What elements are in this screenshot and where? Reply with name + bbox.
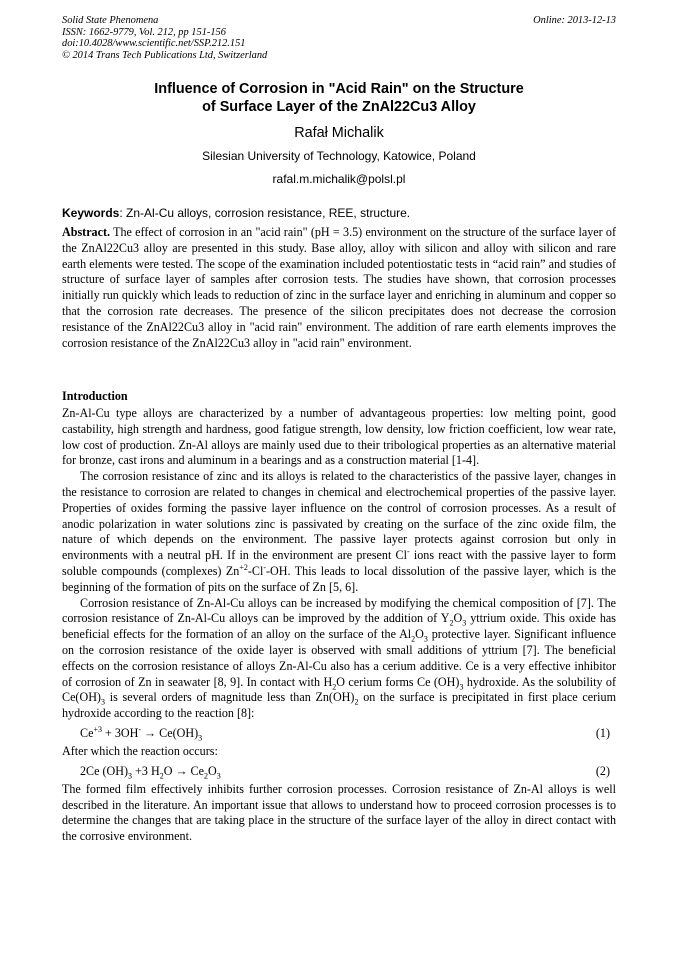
p3-text-i: on the surface is precipitated in first place cerium hydroxide according to the reaction [8]:	[62, 690, 616, 721]
keywords-label: Keywords	[62, 206, 120, 220]
p3-sub-6: 3	[459, 681, 464, 691]
equation-2	[62, 760, 616, 782]
equation-1-expression	[80, 722, 202, 744]
paper-title	[62, 80, 616, 116]
equation-1-number: (1)	[595, 725, 610, 740]
abstract-label: Abstract.	[62, 225, 111, 239]
abstract-text: The effect of corrosion in an "acid rain" (pH = 3.5) environment on the structure of the surface layer of the ZnAl22Cu3 alloy are presented in this study. Base alloy, alloy with silicon and alloy with silicon and rare earth elements were tested. The scope of the examination included potentiostatic tests in “acid rain” and studies of structure of surface layer of samples after corrosion tests. The studies have shown, that corrosion processes initially run quickly which leads to reduction of zinc in the surface layer and enriching in aluminum and copper so that the corrosion rate decreases. The presence of the silicon precipitates does not decrease the corrosion resistance of the ZnAl22Cu3 alloy in "acid rain" environment. The addition of rare earth elements improves the corrosion resistance of the ZnAl22Cu3 alloy in "acid rain" environment.	[62, 225, 616, 350]
keywords-text: : Zn-Al-Cu alloys, corrosion resistance, REE, structure.	[119, 206, 411, 220]
p3-sub-1: 2	[449, 618, 454, 628]
equation-2-expression	[80, 760, 221, 782]
p3-sub-7: 3	[100, 697, 105, 707]
intro-paragraph-4: The formed film effectively inhibits further corrosion processes. Corrosion resistance of Zn-Al alloys is well described in the literature. An important issue that allows to understand how to proceed corrosion processes is to determine the changes that are taking place in the structure of the surface layer of the alloy in direct contact with the corrosive environment.	[62, 781, 616, 844]
p2-sup-2: +2	[239, 562, 248, 572]
eq2-text-a: 2Ce (OH)	[80, 763, 129, 778]
p3-text-b: O	[453, 611, 463, 626]
intro-paragraph-1: Zn-Al-Cu type alloys are characterized by a number of advantageous properties: low melting point, good castability, high strength and hardness, good fatigue strength, low density, low friction coefficient, low wear rate, low cost of production. Zn-Al alloys are mainly used due to their tribological properties as an alternative material for bronze, cast irons and aluminum in a bearings and as a construction material [1-4].	[62, 406, 616, 468]
eq1-sup-2: -	[138, 724, 142, 734]
p3-text-e: protective layer. Significant influence on the corrosion resistance of the oxide layer is observed with small additions of yttrium [7]. The beneficial effects on the corrosion resistance of alloys Zn-Al-Cu also has a cerium additive. Ce is a very effective inhibitor of corrosion of Zn in seawater [8, 9]. In contact with H	[62, 627, 616, 689]
abstract	[62, 225, 616, 351]
p2-text-b: ions react with the passive layer to form soluble compounds (complexes) Zn	[62, 548, 617, 578]
eq1-sup-1: +3	[93, 724, 102, 734]
p3-text-a: Corrosion resistance of Zn-Al-Cu alloys can be increased by modifying the chemical composition of [7]. The corrosion resistance of Zn-Al-Cu alloys can be improved by the addition of Y	[62, 595, 616, 626]
p3-text-f: O cerium forms Ce (OH)	[336, 674, 460, 689]
eq2-sub-2: 2	[159, 771, 164, 781]
keywords	[62, 206, 616, 221]
eq2-sub-1: 3	[128, 771, 133, 781]
p2-text-d: -OH. This leads to local dissolution of the passive layer, which is the beginning of the formation of pits on the surface of Zn [5, 6].	[62, 563, 616, 594]
journal-name: Solid State Phenomena	[62, 15, 159, 26]
author-affiliation: Silesian University of Technology, Katowice, Poland	[202, 149, 476, 163]
eq1-text-b: + 3OH	[101, 725, 139, 740]
p3-sub-4: 3	[423, 634, 428, 644]
eq2-sub-3: 2	[204, 771, 208, 781]
author-email: rafal.m.michalik@polsl.pl	[272, 172, 406, 186]
copyright-line: © 2014 Trans Tech Publications Ltd, Switzerland	[62, 49, 268, 61]
intro-paragraph-3	[62, 596, 616, 722]
intro-paragraph-2	[62, 469, 616, 595]
p3-text-g: hydroxide. As the solubility of Ce(OH)	[62, 674, 616, 705]
section-heading-introduction: Introduction	[62, 389, 128, 403]
p3-text-c: yttrium oxide. This oxide has beneficial effects for the formation of an alloy on the surface of the Al	[62, 611, 616, 642]
p2-sup-3: -	[263, 562, 267, 572]
journal-header	[62, 15, 616, 61]
eq2-text-c: O → Ce	[163, 763, 204, 778]
eq1-sub-1: 3	[198, 733, 203, 743]
doi-line: doi:10.4028/www.scientific.net/SSP.212.151	[62, 38, 246, 50]
eq1-text-a: Ce	[80, 725, 94, 740]
eq2-text-d: O	[208, 763, 217, 778]
between-equations-text: After which the reaction occurs:	[62, 743, 218, 758]
p3-sub-5: 2	[332, 681, 337, 691]
issn-line: ISSN: 1662-9779, Vol. 212, pp 151-156	[62, 26, 226, 38]
eq2-text-b: +3 H	[132, 763, 160, 778]
p3-text-d: O	[415, 627, 424, 642]
p2-text-c: -Cl	[247, 563, 264, 578]
p2-sup-1: -	[406, 547, 410, 557]
p3-text-h: is several orders of magnitude less than Zn(OH)	[104, 690, 355, 705]
introduction-body	[62, 406, 616, 845]
p2-text-a: The corrosion resistance of zinc and its alloys is related to the characteristics of the passive layer, changes in the resistance to corrosion are related to changes in chemical and electrochemical properties of the passive layer. Properties of oxides forming the passive layer influence on the control of corrosion processes. As a result of anodic polarization in water solutions zinc is passivated by creating on the surface of the zinc oxide film, the nature of which depends on the environment. The passive layer protects against corrosion but only in environments with a neutral pH. If in the environment are present Cl	[62, 469, 616, 563]
title-line-1: Influence of Corrosion in "Acid Rain" on the Structure	[154, 81, 524, 97]
eq1-text-c: → Ce(OH)	[141, 725, 199, 740]
equation-1	[62, 722, 616, 744]
online-date: Online: 2013-12-13	[533, 15, 616, 26]
p3-sub-3: 2	[411, 634, 416, 644]
p3-sub-8: 2	[354, 697, 359, 707]
title-line-2: of Surface Layer of the ZnAl22Cu3 Alloy	[202, 99, 476, 115]
p3-sub-2: 3	[462, 618, 467, 628]
equation-2-number: (2)	[595, 763, 610, 778]
eq2-sub-4: 3	[216, 771, 221, 781]
author-name: Rafał Michalik	[294, 125, 384, 141]
